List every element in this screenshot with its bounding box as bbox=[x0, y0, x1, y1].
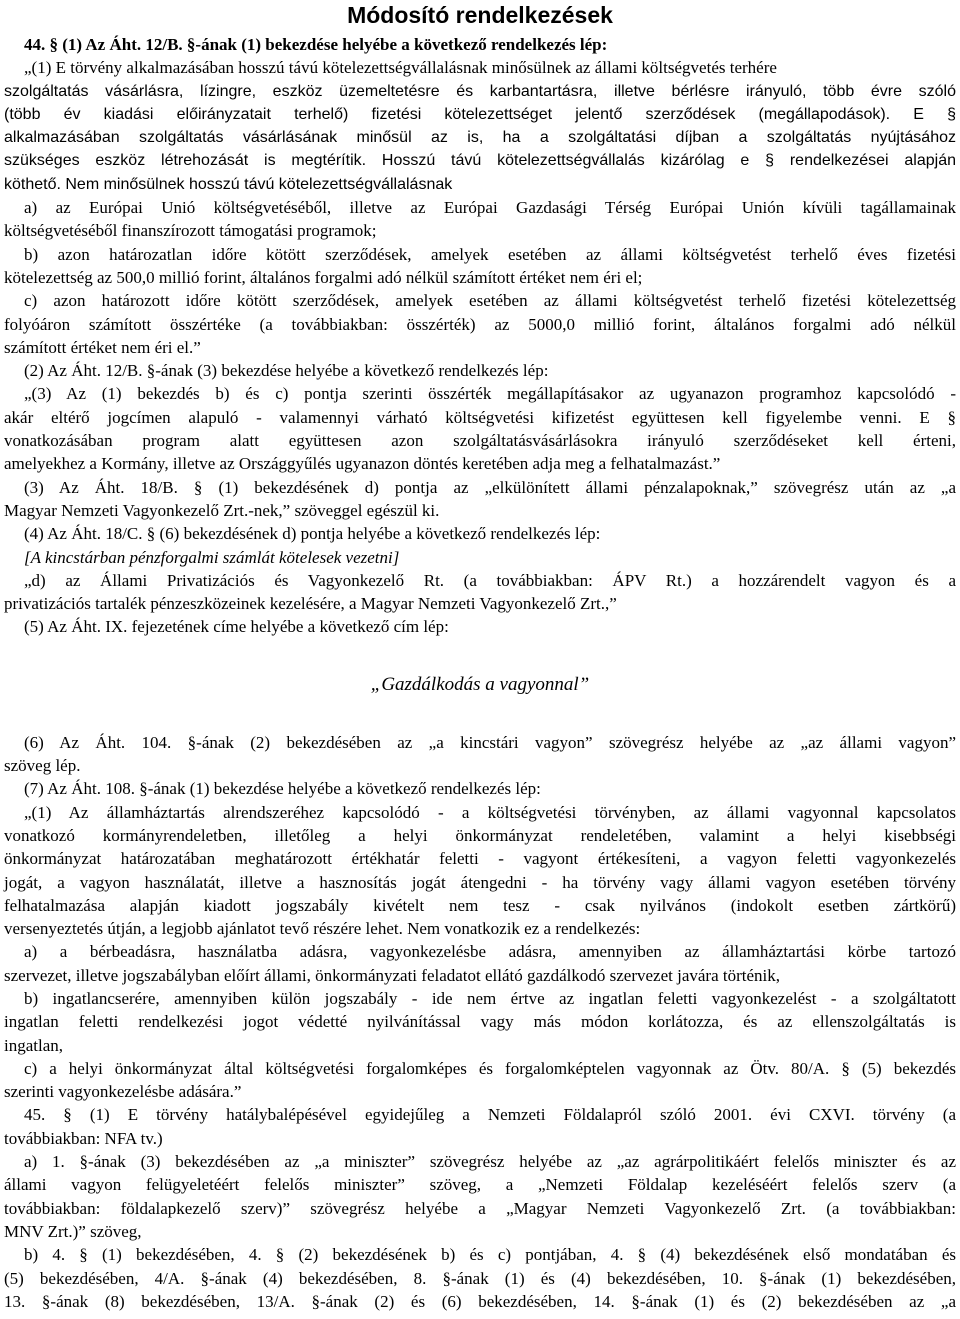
text-line: „(1) E törvény alkalmazásában hosszú távú kötelezettségvállalásnak minősülnek az állami költségvetés terhére bbox=[24, 58, 777, 78]
text-line: szöveg lép. bbox=[4, 756, 81, 776]
page-title: Módosító rendelkezések bbox=[347, 2, 613, 28]
text-line: ingatlan, bbox=[4, 1035, 64, 1055]
text-line: továbbiakban: földalapkezelő szerv)” szövegrész helyébe a „Magyar Nemzeti Vagyonkezelő Zrt. (a továbbiakban: bbox=[4, 1198, 956, 1218]
text-line: szükséges eszköz létrehozását is megtérítik. Hosszú távú kötelezettségvállalás kizárólag e § rendelkezései alapján bbox=[4, 152, 956, 170]
text-line: vonatkozásában program alatt együttesen azon szolgáltatásvásárlásokra irányuló szerződéseket kell érteni, bbox=[4, 431, 956, 451]
text-line: (2) Az Áht. 12/B. §-ának (3) bekezdése helyébe a következő rendelkezés lép: bbox=[24, 361, 549, 381]
text-line: köthető. Nem minősülnek hosszú távú kötelezettségvállalásnak bbox=[4, 175, 453, 193]
text-line: szolgáltatás vásárlásra, lízingre, eszköz üzemeltetésre és karbantartásra, illetve bérlésre irányuló, több évre szóló bbox=[4, 82, 956, 100]
text-line: 13. §-ának (8) bekezdésében, 13/A. §-ának (2) és (6) bekezdésében, 14. §-ának (1) és (2) bekezdésében az „a bbox=[4, 1291, 956, 1311]
text-line: (5) bekezdésében, 4/A. §-ának (4) bekezdésében, 8. §-ának (1) és (4) bekezdésében, 10. §-ának (1) bekezdésében, bbox=[4, 1268, 956, 1288]
text-line: (több év kiadási előirányzatait terhelő) fizetési kötelezettséget jelentő szerződések (megállapodások). E § bbox=[4, 105, 956, 123]
text-line: szerinti vagyonkezelésbe adására.” bbox=[4, 1082, 242, 1102]
text-line: Magyar Nemzeti Vagyonkezelő Zrt.-nek,” szöveggel egészül ki. bbox=[4, 500, 440, 520]
text-line: privatizációs tartalék pénzeszközeinek kezelésére, a Magyar Nemzeti Vagyonkezelő Zrt.,” bbox=[4, 594, 617, 614]
text-line: jogát, a vagyon használatát, illetve a hasznosítás jogát átengedni - ha törvény vagy állami vagyon esetében törvény bbox=[4, 872, 956, 892]
text-line: akár eltérő jogcímen alapuló - valamennyi várható költségvetési kifizetést együttesen kell figyelembe venni. E § bbox=[4, 407, 956, 427]
text-line: „d) az Állami Privatizációs és Vagyonkezelő Rt. (a továbbiakban: ÁPV Rt.) a hozzárendelt vagyon és a bbox=[24, 570, 956, 590]
text-line: amelyekhez a Kormány, illetve az Országgyűlés ugyanazon döntés keretében adja meg a felhatalmazást.” bbox=[4, 454, 721, 474]
section-heading: „Gazdálkodás a vagyonnal” bbox=[370, 673, 590, 695]
text-line: (4) Az Áht. 18/C. § (6) bekezdésének d) pontja helyébe a következő rendelkezés lép: bbox=[24, 524, 601, 544]
text-line: (3) Az Áht. 18/B. § (1) bekezdésének d) pontja az „elkülönített állami pénzalapoknak,” szövegrész után az „a bbox=[24, 477, 956, 497]
text-line: c) azon határozott időre kötött szerződések, amelyek esetében az állami költségvetést terhelő fizetési kötelezettség bbox=[24, 291, 956, 311]
text-line: a) 1. §-ának (3) bekezdésében az „a miniszter” szövegrész helyébe az „az agrárpolitikáért felelős miniszter és az bbox=[24, 1152, 956, 1172]
text-line: a) a bérbeadásra, használatba adásra, vagyonkezelésbe adásra, amennyiben az államháztartási körbe tartozó bbox=[24, 942, 956, 962]
text-line: költségvetéséből finanszírozott támogatási programok; bbox=[4, 221, 377, 241]
text-line: állami vagyon felügyeletéért felelős miniszter” szöveg, a „Nemzeti Földalap kezeléséért felelős szerv (a bbox=[4, 1175, 956, 1195]
text-line: b) azon határozatlan időre kötött szerződések, amelyek esetében az állami költségvetést terhelő éves fizetési bbox=[24, 244, 956, 264]
text-line: ingatlan feletti rendelkezési jogot védetté nyilvánítással vagy más módon korlátozza, és az ellenszolgáltatás is bbox=[4, 1012, 956, 1032]
text-line: (7) Az Áht. 108. §-ának (1) bekezdése helyébe a következő rendelkezés lép: bbox=[24, 779, 541, 799]
text-line: b) 4. § (1) bekezdésében, 4. § (2) bekezdésének b) és c) pontjában, 4. § (4) bekezdésének első mondatában és bbox=[24, 1245, 956, 1265]
text-line: számított értéket nem éri el.” bbox=[4, 337, 201, 357]
text-line: továbbiakban: NFA tv.) bbox=[4, 1128, 163, 1148]
text-line: vonatkozó kormányrendeletben, illetőleg a helyi önkormányzat rendeletében, valamint a helyi kisebbségi bbox=[4, 825, 956, 845]
text-line: kötelezettség az 500,0 millió forint, általános forgalmi adó nélkül számított értéket nem éri el; bbox=[4, 267, 643, 287]
text-line: a) az Európai Unió költségvetéséből, illetve az Európai Gazdasági Térség Európai Unión kívüli tagállamainak bbox=[24, 198, 956, 218]
text-line: önkormányzat határozatában meghatározott értékhatár feletti - vagyont értékesíteni, a vagyon feletti vagyonkezelés bbox=[4, 849, 956, 869]
text-line: alkalmazásában szolgáltatás vásárlásának minősül az is, ha a szolgáltatási díjban a szolgáltatás nyújtásához bbox=[4, 129, 956, 147]
text-line: folyóáron számított összértéke (a továbbiakban: összérték) az 5000,0 millió forint, általános forgalmi adó nélkül bbox=[4, 314, 956, 334]
text-line: 44. § (1) Az Áht. 12/B. §-ának (1) bekezdése helyébe a következő rendelkezés lép: bbox=[24, 35, 608, 54]
text-line: [A kincstárban pénzforgalmi számlát kötelesek vezetni] bbox=[24, 547, 400, 567]
text-line: MNV Zrt.)” szöveg, bbox=[4, 1221, 142, 1241]
text-line: versenyeztetés útján, a legjobb ajánlatot tevő részére lehet. Nem vonatkozik ez a rendelkezés: bbox=[4, 919, 641, 939]
text-line: (6) Az Áht. 104. §-ának (2) bekezdésében az „a kincstári vagyon” szövegrész helyébe az „az állami vagyon” bbox=[24, 732, 956, 752]
text-line: felhatalmazása alapján kiadott jogszabály kivételt nem tesz - csak nyilvános (indokolt esetben zártkörű) bbox=[4, 895, 956, 915]
text-line: (5) Az Áht. IX. fejezetének címe helyébe a következő cím lép: bbox=[24, 617, 449, 637]
text-line: 45. § (1) E törvény hatálybalépésével egyidejűleg a Nemzeti Földalapról szóló 2001. évi CXVI. törvény (a bbox=[24, 1105, 956, 1125]
text-line: c) a helyi önkormányzat által költségvetési forgalomképes és forgalomképtelen vagyonnak az Ötv. 80/A. § (5) bekezdés bbox=[24, 1058, 956, 1078]
text-line: b) ingatlancserére, amennyiben külön jogszabály - ide nem értve az ingatlan feletti vagyonkezelést - a szolgáltatott bbox=[24, 988, 956, 1008]
text-line: szervezet, illetve jogszabályban előírt állami, önkormányzati feladatot ellátó gazdálkodó szervezet javára történik, bbox=[4, 965, 780, 985]
text-line: „(3) Az (1) bekezdés b) és c) pontja szerinti összérték megállapításakor az ugyanazon programhoz kapcsolódó - bbox=[24, 384, 956, 404]
text-line: „(1) Az államháztartás alrendszeréhez kapcsolódó - a költségvetési törvényben, az állami vagyonnal kapcsolatos bbox=[24, 802, 956, 822]
